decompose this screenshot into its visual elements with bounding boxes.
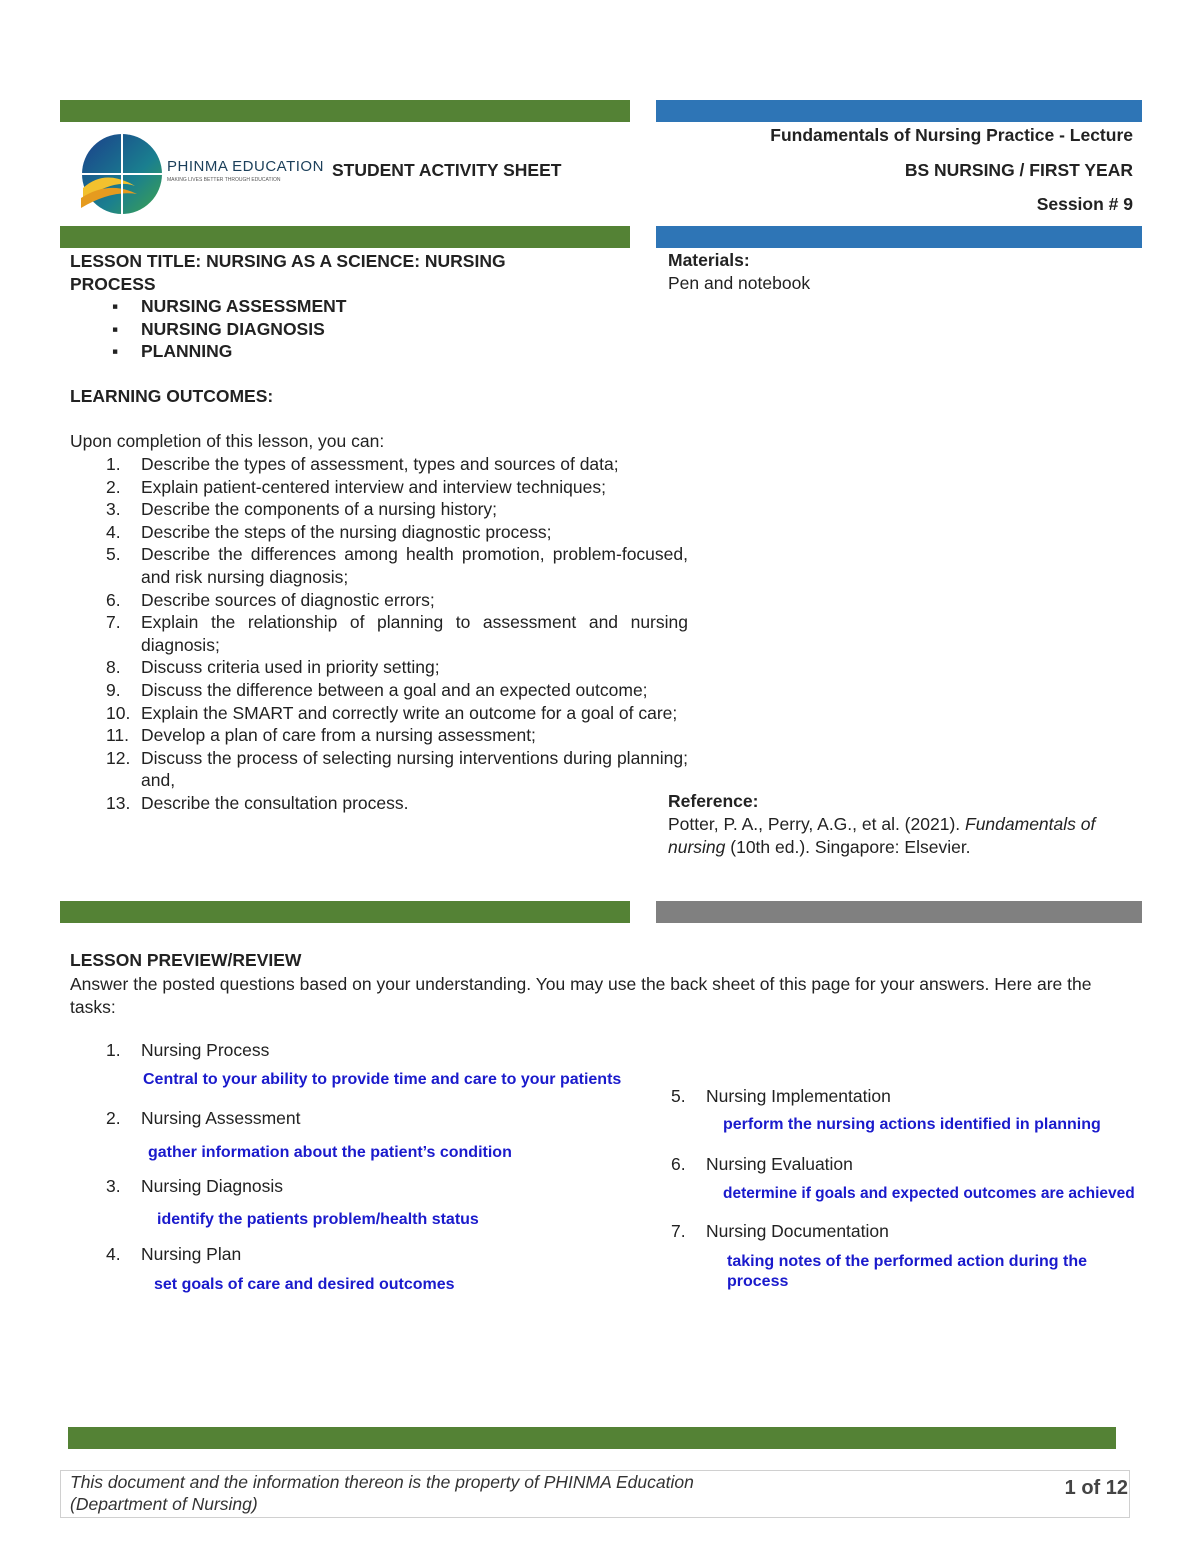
reference-heading: Reference: bbox=[668, 791, 759, 811]
lesson-title-line1: LESSON TITLE: NURSING AS A SCIENCE: NURSING bbox=[70, 251, 506, 271]
task-answer: set goals of care and desired outcomes bbox=[154, 1276, 455, 1293]
lesson-topics bbox=[70, 295, 630, 363]
session-number: Session # 9 bbox=[1036, 194, 1133, 214]
outcomes-list bbox=[70, 453, 688, 815]
header-bar-left bbox=[60, 100, 630, 122]
topic-item: ▪ PLANNING bbox=[112, 341, 233, 362]
bullet-icon: ▪ bbox=[112, 318, 119, 339]
task-answer: gather information about the patient’s condition bbox=[148, 1144, 512, 1161]
outcome-item: 10. Explain the SMART and correctly write an outcome for a goal of care; bbox=[106, 702, 678, 723]
section-bar-left bbox=[60, 226, 630, 248]
outcome-item: 6. Describe sources of diagnostic errors; bbox=[106, 589, 435, 610]
page-number: 1 of 12 bbox=[1064, 1477, 1128, 1499]
bullet-icon: ▪ bbox=[112, 296, 119, 317]
task-answer: taking notes of the performed action during the process bbox=[727, 1253, 1088, 1290]
lesson-title bbox=[70, 250, 630, 295]
topic-item: ▪ NURSING DIAGNOSIS bbox=[112, 318, 325, 339]
outcome-item: 2. Explain patient-centered interview and interview techniques; bbox=[106, 476, 606, 497]
outcome-item: 11. Develop a plan of care from a nursing assessment; bbox=[106, 725, 536, 746]
outcomes-heading: LEARNING OUTCOMES: bbox=[70, 386, 274, 406]
reference-text: Potter, P. A., Perry, A.G., et al. (2021). Fundamentals of nursing (10th ed.). Singapore: Elsevier. bbox=[668, 814, 1096, 857]
program-title: BS NURSING / FIRST YEAR bbox=[904, 160, 1133, 180]
outcome-item: 5. Describe the differences among health promotion, problem-focused, and risk nursing diagnosis; bbox=[106, 544, 688, 587]
header-bar-right bbox=[656, 100, 1142, 122]
logo-text: PHINMA EDUCATION bbox=[167, 158, 324, 175]
reference-book-title: Fundamentals of nursing bbox=[668, 814, 1096, 857]
task-answer: identify the patients problem/health status bbox=[157, 1211, 479, 1228]
sheet-title: STUDENT ACTIVITY SHEET bbox=[332, 160, 562, 180]
outcome-item: 9. Discuss the difference between a goal and an expected outcome; bbox=[106, 679, 648, 700]
phinma-logo bbox=[75, 128, 324, 220]
materials-heading: Materials: bbox=[668, 250, 750, 270]
task-answer: determine if goals and expected outcomes are achieved bbox=[723, 1185, 1135, 1202]
course-title: Fundamentals of Nursing Practice - Lecture bbox=[770, 125, 1133, 145]
preview-heading: LESSON PREVIEW/REVIEW bbox=[70, 950, 302, 970]
divider-bar-right bbox=[656, 901, 1142, 923]
logo-tagline: MAKING LIVES BETTER THROUGH EDUCATION bbox=[167, 177, 281, 183]
section-bar-right bbox=[656, 226, 1142, 248]
task-answer: perform the nursing actions identified in planning bbox=[723, 1116, 1101, 1133]
outcome-item: 1. Describe the types of assessment, types and sources of data; bbox=[106, 454, 619, 474]
task-answer: Central to your ability to provide time and care to your patients bbox=[143, 1071, 622, 1088]
materials-text: Pen and notebook bbox=[668, 273, 811, 293]
outcome-item: 12. Discuss the process of selecting nursing interventions during planning; and, bbox=[106, 747, 688, 791]
outcomes-intro: Upon completion of this lesson, you can: bbox=[70, 431, 385, 451]
outcome-item: 4. Describe the steps of the nursing diagnostic process; bbox=[106, 521, 552, 542]
outcome-item: 3. Describe the components of a nursing history; bbox=[106, 499, 498, 520]
preview-instructions: Answer the posted questions based on your understanding. You may use the back sheet of this page for your answers. Here are the tasks: bbox=[70, 974, 1092, 1017]
outcome-item: 7. Explain the relationship of planning to assessment and nursing diagnosis; bbox=[106, 612, 688, 655]
bullet-icon: ▪ bbox=[112, 341, 119, 362]
logo-emblem-icon bbox=[75, 128, 165, 218]
topic-item: ▪ NURSING ASSESSMENT bbox=[112, 296, 347, 317]
lesson-block bbox=[70, 250, 630, 363]
outcome-item: 13. Describe the consultation process. bbox=[106, 792, 409, 813]
outcome-item: 8. Discuss criteria used in priority setting; bbox=[106, 657, 440, 678]
footer-notice: This document and the information thereon is the property of PHINMA Education (Department of Nursing) bbox=[70, 1472, 694, 1514]
lesson-title-line2: PROCESS bbox=[70, 273, 156, 294]
divider-bar-left bbox=[60, 901, 630, 923]
footer-bar bbox=[68, 1427, 1116, 1449]
